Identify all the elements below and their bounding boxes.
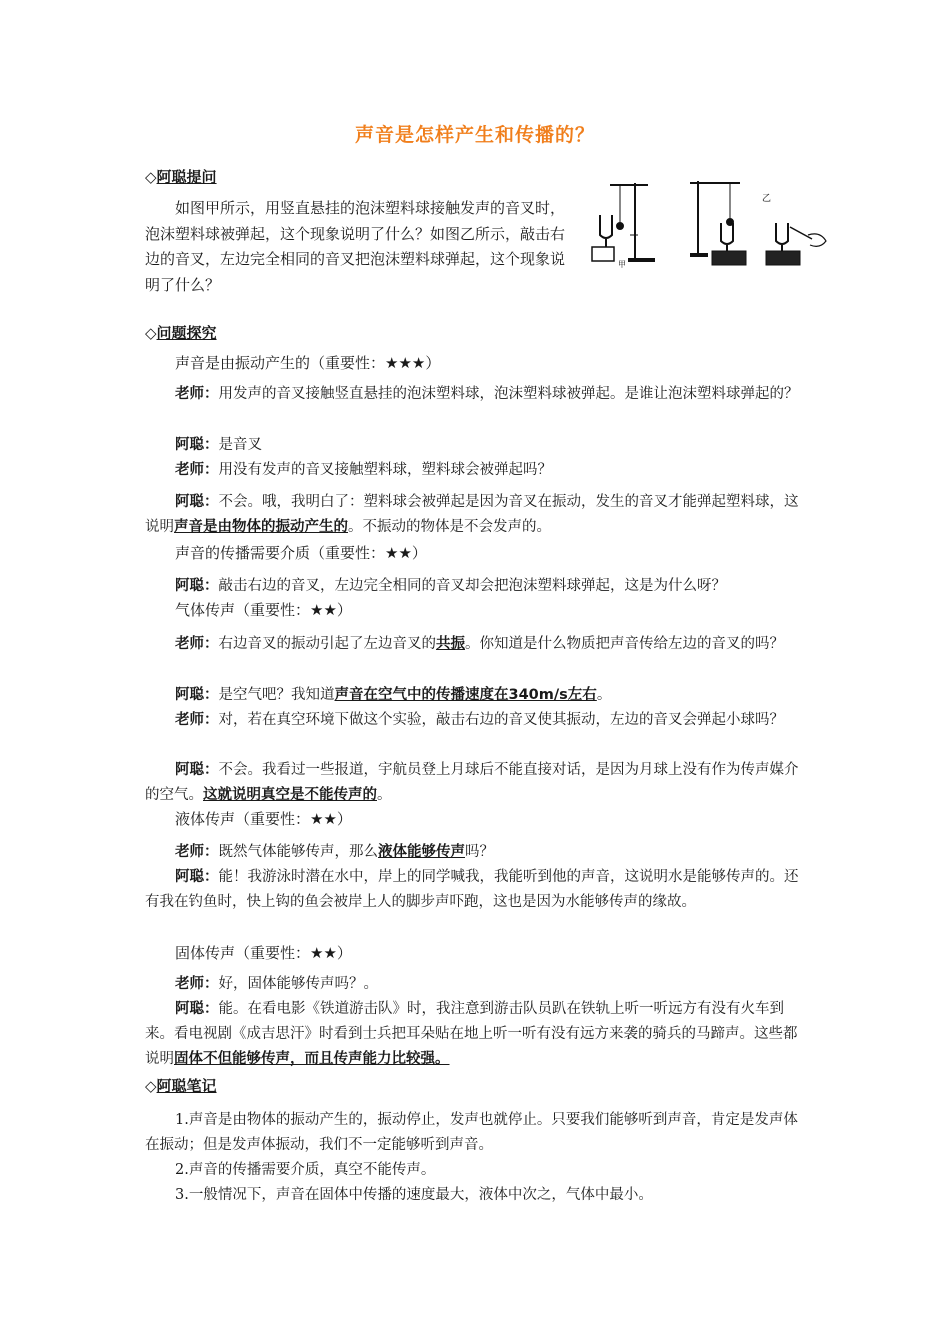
key-point: 共振 <box>436 636 465 652</box>
figure-label-yi: 乙 <box>762 194 772 204</box>
topic-liquid: 液体传声（重要性：★★） <box>175 810 352 828</box>
diamond-icon: ◇ <box>145 1077 157 1095</box>
note-item: 3.一般情况下，声音在固体中传播的速度最大，液体中次之，气体中最小。 <box>175 1187 653 1203</box>
speaker-acong: 阿聪： <box>175 869 219 885</box>
dialog-text: 能。在看电影《铁道游击队》时，我注意到游击队员趴在铁轨上听一听远方有没有火车到来。看电视剧《成吉思汗》时看到士兵把耳朵贴在地上听一听有没有远方来袭的骑兵的马蹄声。这些都说明 <box>145 1001 798 1067</box>
section-question-heading <box>145 166 217 187</box>
dialog-line <box>145 683 807 708</box>
speaker-teacher: 老师： <box>175 636 219 652</box>
section-notes-heading <box>145 1075 217 1096</box>
dialog-line <box>145 433 807 458</box>
speaker-teacher: 老师： <box>175 462 219 478</box>
dialog-line <box>145 574 807 599</box>
key-point: 液体能够传声 <box>378 844 465 860</box>
dialog-line <box>145 840 807 865</box>
dialog-text: 对，若在真空环境下做这个实验，敲击右边的音叉使其振动，左边的音叉会弹起小球吗？ <box>218 712 784 728</box>
figure-jia <box>592 183 655 261</box>
dialog-text: 。 <box>596 687 612 703</box>
dialog-line <box>145 708 807 733</box>
key-point: 声音在空气中的传播速度在340m/s左右 <box>334 687 597 703</box>
dialog-line <box>145 758 807 808</box>
speaker-teacher: 老师： <box>175 386 219 402</box>
dialog-line <box>145 632 807 657</box>
dialog-text: 用发声的音叉接触竖直悬挂的泡沫塑料球，泡沫塑料球被弹起。是谁让泡沫塑料球弹起的？ <box>218 386 799 402</box>
speaker-teacher: 老师： <box>175 844 219 860</box>
dialog-text: 能！我游泳时潜在水中，岸上的同学喊我，我能听到他的声音，这说明水是能够传声的。还有我在钓鱼时，快上钩的鱼会被岸上人的脚步声吓跑，这也是因为水能够传声的缘故。 <box>145 869 799 910</box>
diamond-icon: ◇ <box>145 168 157 186</box>
dialog-text: 。不振动的物体是不会发声的。 <box>348 519 551 535</box>
speaker-acong: 阿聪： <box>175 578 219 594</box>
dialog-text: 右边音叉的振动引起了左边音叉的 <box>218 636 436 652</box>
section-explore-heading <box>145 322 217 343</box>
dialog-text: 既然气体能够传声，那么 <box>218 844 378 860</box>
key-point: 声音是由物体的振动产生的 <box>174 519 348 535</box>
key-point: 固体不但能够传声，而且传声能力比较强。 <box>174 1051 450 1067</box>
speaker-acong: 阿聪： <box>175 494 219 510</box>
speaker-teacher: 老师： <box>175 976 219 992</box>
dialog-line <box>145 490 807 540</box>
dialog-text: 好，固体能够传声吗？。 <box>218 976 378 992</box>
dialog-text: 。你知道是什么物质把声音传给左边的音叉的吗？ <box>465 636 784 652</box>
dialog-line <box>145 865 807 915</box>
dialog-line <box>145 997 807 1072</box>
figure-label-jia: 甲 <box>618 260 626 269</box>
speaker-acong: 阿聪： <box>175 762 219 778</box>
topic-vibration: 声音是由振动产生的（重要性：★★★） <box>175 354 441 372</box>
topic-solid: 固体传声（重要性：★★） <box>175 944 352 962</box>
dialog-text: 敲击右边的音叉，左边完全相同的音叉却会把泡沫塑料球弹起，这是为什么呀？ <box>218 578 726 594</box>
dialog-line <box>145 458 807 483</box>
diamond-icon: ◇ <box>145 324 157 342</box>
dialog-text: 是音叉 <box>218 437 262 453</box>
page-title: 声音是怎样产生和传播的？ <box>354 124 595 146</box>
key-point: 这就说明真空是不能传声的 <box>203 787 377 803</box>
speaker-acong: 阿聪： <box>175 687 219 703</box>
section-notes-label: 阿聪笔记 <box>156 1077 217 1095</box>
intro-paragraph: 如图甲所示，用竖直悬挂的泡沫塑料球接触发声的音叉时，泡沫塑料球被弹起，这个现象说明了什么？如图乙所示，敲击右边的音叉，左边完全相同的音叉把泡沫塑料球弹起，这个现象说明了什么？ <box>145 199 566 294</box>
tuning-fork-figure <box>580 175 830 275</box>
speaker-acong: 阿聪： <box>175 1001 219 1017</box>
section-question-label: 阿聪提问 <box>156 168 217 186</box>
note-item: 1.声音是由物体的振动产生的，振动停止，发声也就停止。只要我们能够听到声音，肯定是发声体在振动；但是发声体振动，我们不一定能够听到声音。 <box>145 1112 798 1153</box>
speaker-acong: 阿聪： <box>175 437 219 453</box>
speaker-teacher: 老师： <box>175 712 219 728</box>
section-explore-label: 问题探究 <box>156 324 217 342</box>
dialog-line <box>145 972 807 997</box>
dialog-text: 不会。我看过一些报道，宇航员登上月球后不能直接对话，是因为月球上没有作为传声媒介的空气。 <box>145 762 799 803</box>
dialog-text: 用没有发声的音叉接触塑料球，塑料球会被弹起吗？ <box>218 462 552 478</box>
figure-yi <box>690 181 826 265</box>
dialog-text: 吗？ <box>465 844 494 860</box>
topic-gas: 气体传声（重要性：★★） <box>175 601 352 619</box>
dialog-text: 是空气吧？我知道 <box>218 687 335 703</box>
dialog-text: 不会。哦，我明白了：塑料球会被弹起是因为音叉在振动，发生的音叉才能弹起塑料球，这说明 <box>145 494 799 535</box>
dialog-line <box>145 382 807 407</box>
note-item: 2.声音的传播需要介质，真空不能传声。 <box>175 1162 436 1178</box>
topic-medium: 声音的传播需要介质（重要性：★★） <box>175 544 427 562</box>
dialog-text: 。 <box>377 787 392 803</box>
